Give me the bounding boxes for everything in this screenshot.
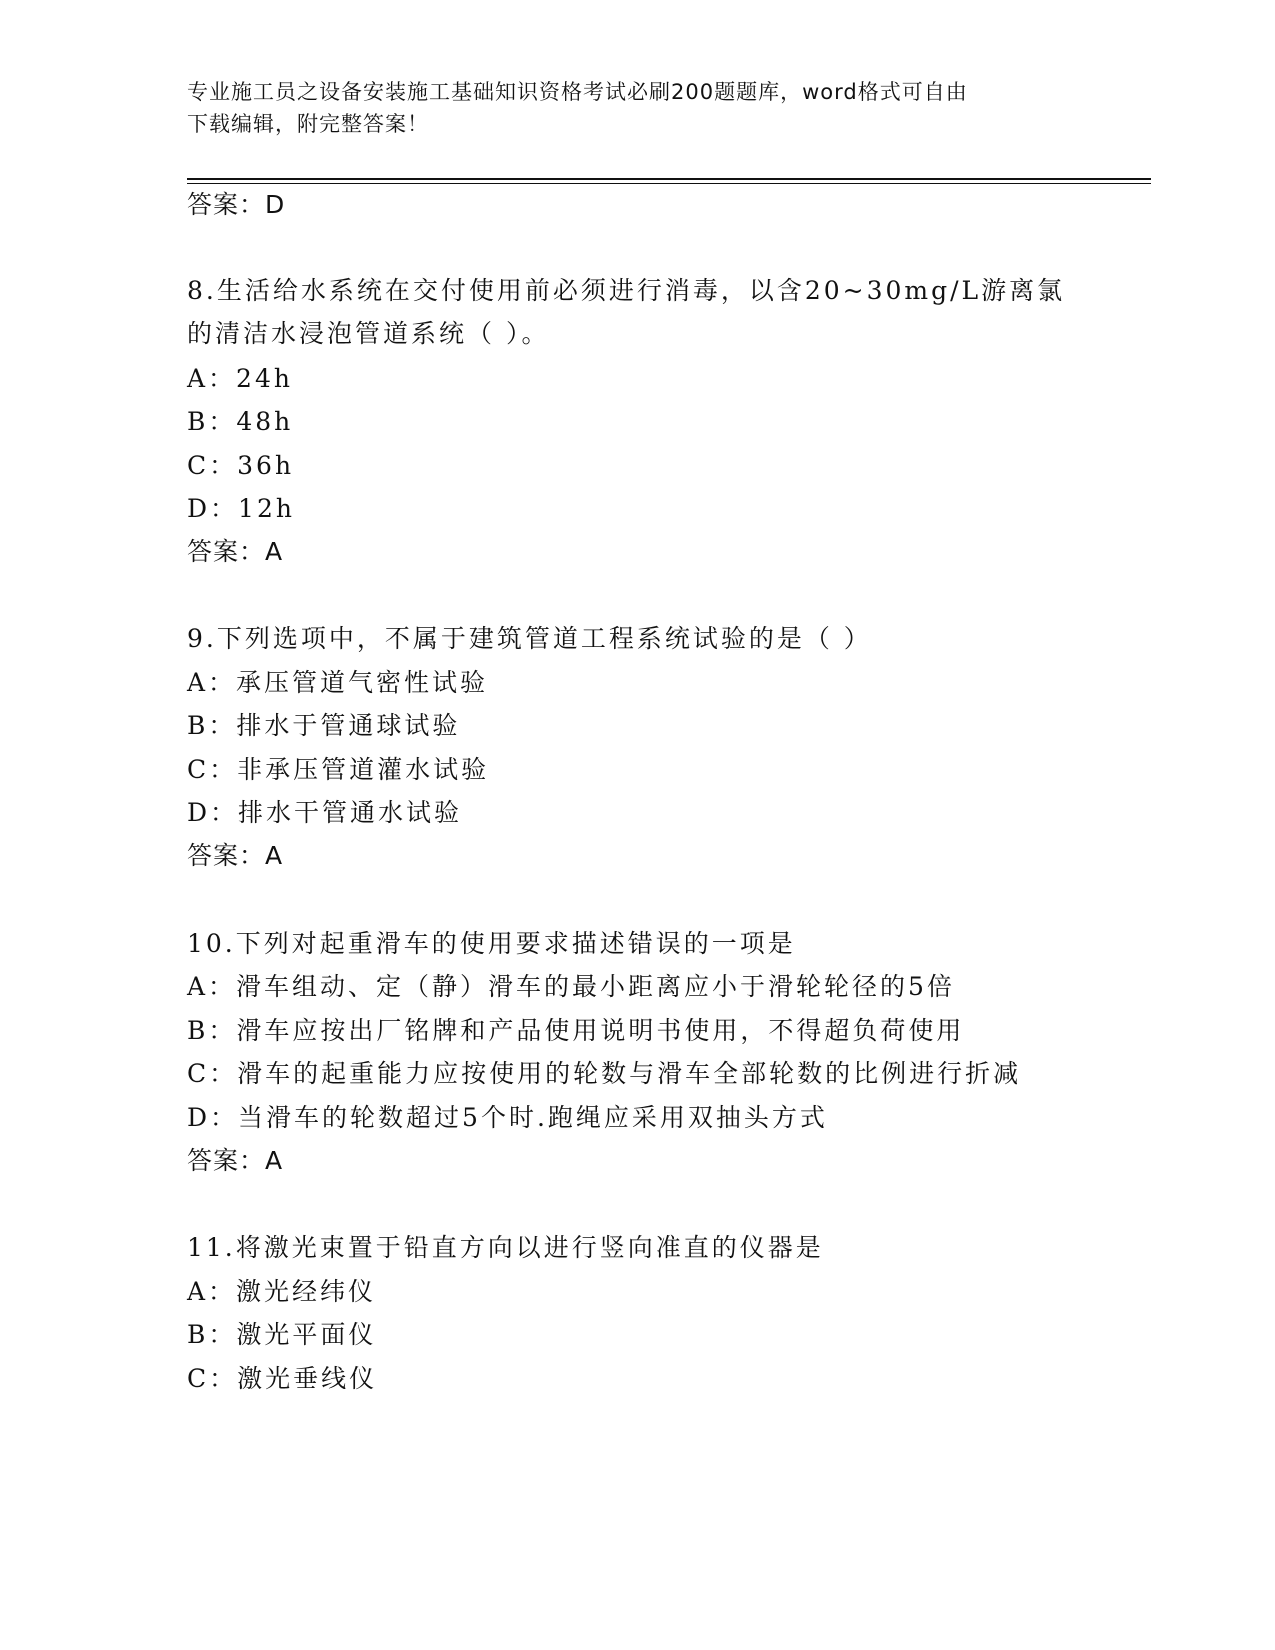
question-10-option-a: A：滑车组动、定（静）滑车的最小距离应小于滑轮轮径的5倍 xyxy=(187,972,955,1001)
question-11-stem: 11.将激光束置于铅直方向以进行竖向准直的仪器是 xyxy=(187,1233,824,1262)
question-8-stem-line-1: 8.生活给水系统在交付使用前必须进行消毒，以含20~30mg/L游离氯 xyxy=(187,276,1066,305)
question-10-answer: 答案：A xyxy=(187,1146,284,1175)
question-9-option-c: C：非承压管道灌水试验 xyxy=(187,755,490,784)
question-10-option-b: B：滑车应按出厂铭牌和产品使用说明书使用，不得超负荷使用 xyxy=(187,1016,965,1045)
document-header xyxy=(187,76,1067,140)
question-9-stem: 9.下列选项中，不属于建筑管道工程系统试验的是（ ） xyxy=(187,624,872,653)
question-8-stem-line-2: 的清洁水浸泡管道系统（ ）。 xyxy=(187,319,550,348)
question-11-option-b: B：激光平面仪 xyxy=(187,1320,377,1349)
header-line-2: 下载编辑，附完整答案！ xyxy=(187,112,429,136)
question-10-stem: 10.下列对起重滑车的使用要求描述错误的一项是 xyxy=(187,929,796,958)
question-9-option-d: D：排水干管通水试验 xyxy=(187,798,463,827)
question-9-answer: 答案：A xyxy=(187,841,284,870)
question-10-option-c: C：滑车的起重能力应按使用的轮数与滑车全部轮数的比例进行折减 xyxy=(187,1059,1022,1088)
header-line-1: 专业施工员之设备安装施工基础知识资格考试必刷200题题库，word格式可自由 xyxy=(187,80,968,104)
question-11-option-a: A：激光经纬仪 xyxy=(187,1277,377,1306)
question-8-option-b: B：48h xyxy=(187,407,294,436)
previous-answer: 答案：D xyxy=(187,190,286,219)
question-8-option-d: D：12h xyxy=(187,494,295,523)
question-9-option-b: B：排水于管通球试验 xyxy=(187,711,461,740)
question-8-option-a: A：24h xyxy=(187,364,293,393)
question-11-option-c: C：激光垂线仪 xyxy=(187,1364,378,1393)
header-divider-thin xyxy=(187,183,1151,184)
question-8-answer: 答案：A xyxy=(187,537,284,566)
question-9-option-a: A：承压管道气密性试验 xyxy=(187,668,489,697)
header-divider xyxy=(187,178,1151,180)
question-10-option-d: D：当滑车的轮数超过5个时.跑绳应采用双抽头方式 xyxy=(187,1103,828,1132)
question-8-option-c: C：36h xyxy=(187,451,295,480)
